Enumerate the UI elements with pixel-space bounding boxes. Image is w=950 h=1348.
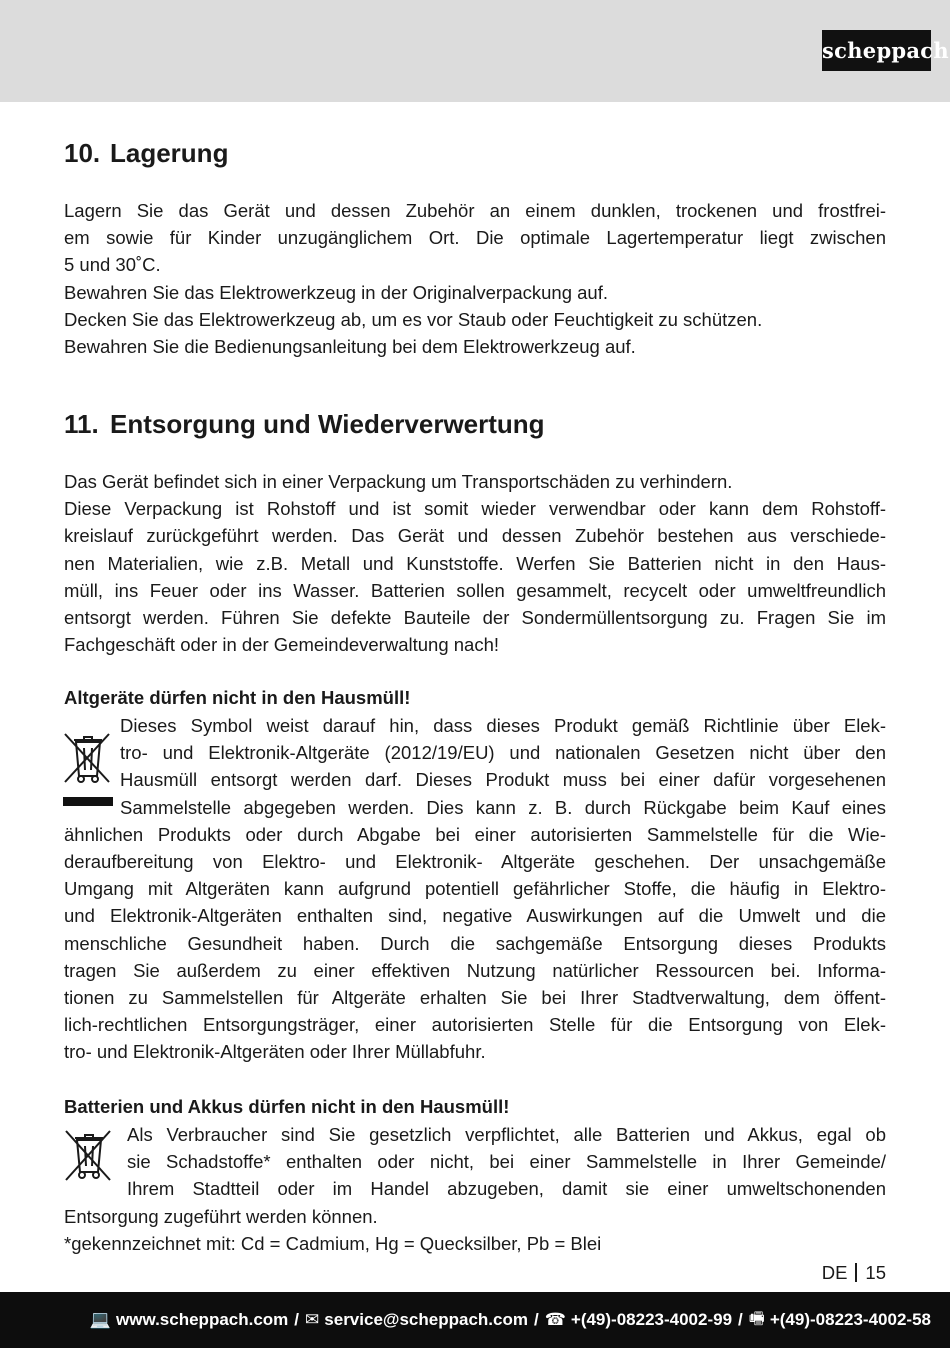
- text-line: Decken Sie das Elektrowerkzeug ab, um es vor Staub oder Feuchtigkeit zu schützen.: [64, 308, 763, 330]
- text-line: tragen Sie außerdem zu einer effektiven Nutzung natürlicher Ressourcen bei. Informa-: [64, 959, 886, 981]
- text-line: Ihrem Stadtteil oder im Handel abzugeben, damit sie einer umweltschonenden: [127, 1178, 886, 1200]
- footer-separator: /: [738, 1310, 743, 1329]
- text-line: lich-rechtlichen Entsorgungsträger, einer autorisierten Stelle für die Entsorgung von Elek-: [64, 1014, 886, 1036]
- header-band: [0, 0, 950, 102]
- text-line: Als Verbraucher sind Sie gesetzlich verpflichtet, alle Batterien und Akkus, egal ob: [127, 1124, 886, 1145]
- section-11-body: [64, 468, 886, 658]
- text-line: tionen zu Sammelstellen für Altgeräte erhalten Sie bei Ihrer Stadtverwaltung, dem öffent-: [64, 986, 886, 1008]
- section-11-number: 11.: [64, 409, 99, 439]
- page-language: DE: [821, 1262, 848, 1283]
- text-line: Dieses Symbol weist darauf hin, dass dieses Produkt gemäß Richtlinie über Elek-: [120, 715, 886, 736]
- brand-logo: scheppach: [822, 30, 931, 71]
- text-line: *gekennzeichnet mit: Cd = Cadmium, Hg = Quecksilber, Pb = Blei: [64, 1232, 602, 1254]
- text-line: tro- und Elektronik-Altgeräte (2012/19/EU) und nationalen Gesetzen nicht über den: [120, 742, 886, 764]
- text-line: Bewahren Sie das Elektrowerkzeug in der Originalverpackung auf.: [64, 281, 608, 303]
- text-line: deraufbereitung von Elektro- und Elektronik- Altgeräte geschehen. Der unsachgemäße: [64, 850, 886, 872]
- text-line: Das Gerät befindet sich in einer Verpackung um Transportschäden zu verhindern.: [64, 471, 733, 492]
- mail-icon: ✉: [305, 1310, 320, 1329]
- page-number: [822, 1262, 886, 1284]
- batteries-heading: Batterien und Akkus dürfen nicht in den Hausmüll!: [64, 1096, 510, 1117]
- section-10-heading: [64, 138, 228, 169]
- section-10-number: 10.: [64, 138, 101, 168]
- weee-heading: Altgeräte dürfen nicht in den Hausmüll!: [64, 687, 411, 708]
- footer-bar: [0, 1292, 950, 1348]
- footer-fax: +(49)-08223-4002-58: [769, 1310, 931, 1329]
- text-line: ähnlichen Produkts oder durch Abgabe bei einer autorisierten Sammelstelle für die Wie-: [64, 823, 886, 845]
- footer-phone: +(49)-08223-4002-99: [570, 1310, 733, 1329]
- text-line: 5 und 30˚C.: [64, 254, 161, 276]
- text-line: Diese Verpackung ist Rohstoff und ist somit wieder verwendbar oder kann dem Rohstoff-: [64, 498, 886, 520]
- page-number-divider: [855, 1263, 857, 1282]
- fax-icon: 🖷: [748, 1308, 765, 1328]
- batteries-body: [64, 1121, 886, 1257]
- footer-separator: /: [533, 1310, 539, 1329]
- section-11-heading: [64, 409, 545, 440]
- text-line: Hausmüll entsorgt werden darf. Dieses Produkt muss bei einer dafür vorgesehenen: [120, 769, 886, 791]
- text-line: menschliche Gesundheit haben. Durch die sachgemäße Entsorgung dieses Produkts: [64, 932, 886, 954]
- text-line: Sammelstelle abgegeben werden. Dies kann z. B. durch Rückgabe beim Kauf eines: [120, 796, 886, 818]
- computer-icon: 💻: [89, 1310, 112, 1329]
- section-10-body: [64, 197, 886, 360]
- page-number-value: 15: [865, 1262, 886, 1283]
- weee-body: [64, 712, 886, 1065]
- phone-icon: ☎: [544, 1310, 566, 1329]
- section-10-title: Lagerung: [110, 138, 229, 168]
- footer-website[interactable]: www.scheppach.com: [116, 1310, 289, 1329]
- text-line: em sowie für Kinder unzugänglichem Ort. Die optimale Lagertemperatur liegt zwischen: [64, 227, 886, 249]
- text-line: Lagern Sie das Gerät und dessen Zubehör an einem dunklen, trockenen und frostfrei-: [64, 200, 886, 221]
- text-line: Umgang mit Altgeräten kann aufgrund potentiell gefährlicher Stoffe, die häufig in Elektro-: [64, 878, 886, 900]
- text-line: und Elektronik-Altgeräten enthalten sind, negative Auswirkungen auf die Umwelt und die: [64, 905, 886, 927]
- section-11-title: Entsorgung und Wiederverwertung: [110, 409, 545, 439]
- text-line: Entsorgung zugeführt werden können.: [64, 1205, 378, 1227]
- text-line: tro- und Elektronik-Altgeräten oder Ihrer Müllabfuhr.: [64, 1041, 486, 1063]
- footer-email[interactable]: service@scheppach.com: [324, 1310, 528, 1329]
- text-line: Fachgeschäft oder in der Gemeindeverwaltung nach!: [64, 634, 500, 656]
- footer-separator: /: [294, 1310, 300, 1329]
- text-line: Bewahren Sie die Bedienungsanleitung bei dem Elektrowerkzeug auf.: [64, 335, 636, 357]
- text-line: entsorgt werden. Führen Sie defekte Bauteile der Sondermüllentsorgung zu. Fragen Sie im: [64, 606, 886, 628]
- text-line: kreislauf zurückgeführt werden. Das Gerät und dessen Zubehör bestehen aus verschiede-: [64, 525, 886, 547]
- text-line: sie Schadstoffe* enthalten oder nicht, bei einer Sammelstelle in Ihrer Gemeinde/: [127, 1151, 886, 1173]
- text-line: müll, ins Feuer oder ins Wasser. Batterien sollen gesammelt, recycelt oder umweltfreundlich: [64, 579, 886, 601]
- text-line: nen Materialien, wie z.B. Metall und Kunststoffe. Werfen Sie Batterien nicht in den Haus-: [64, 552, 886, 574]
